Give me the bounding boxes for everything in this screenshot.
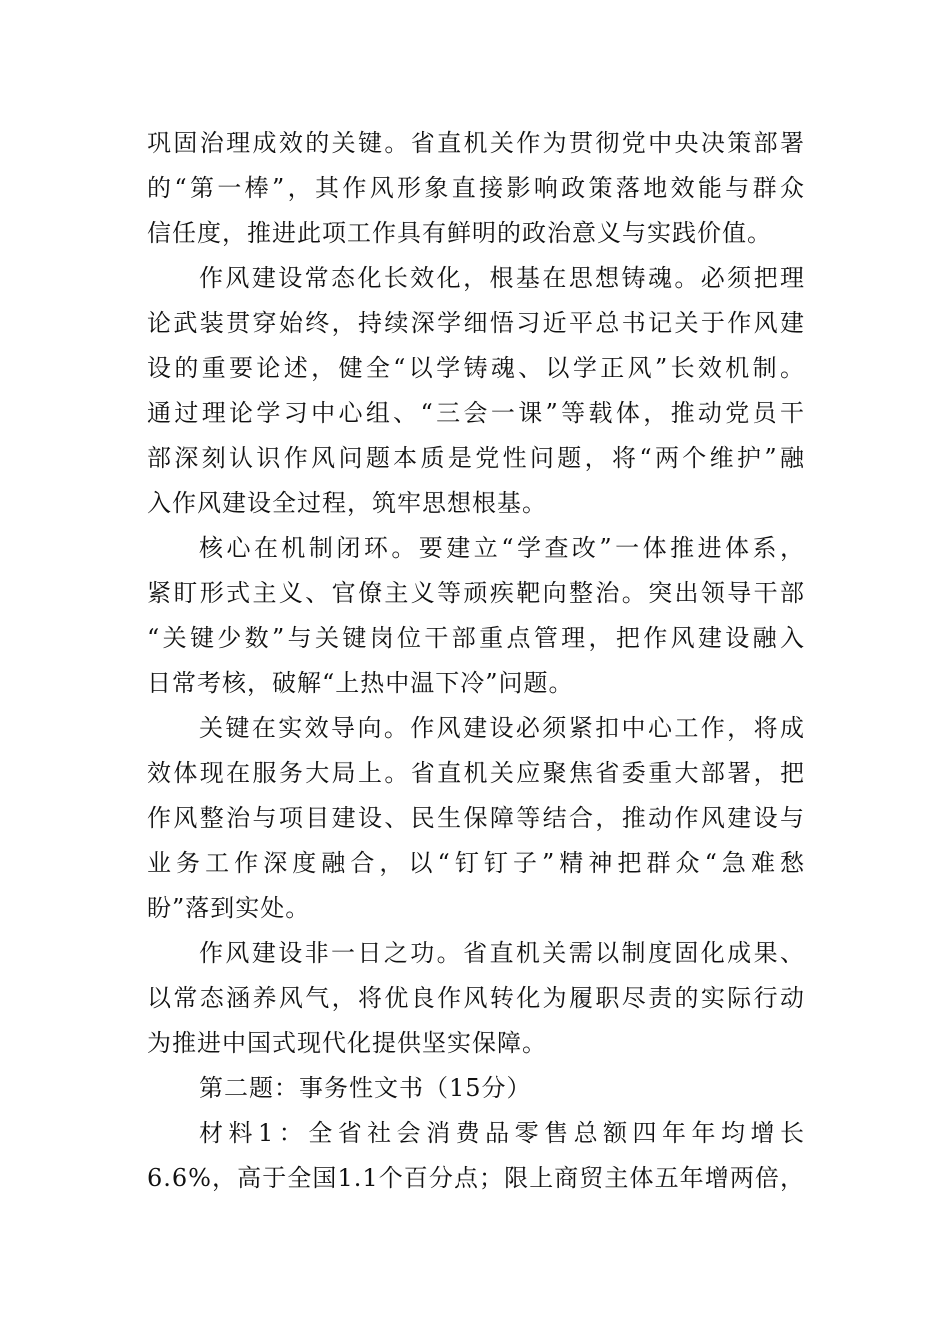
text-line: 的“第一棒”，其作风形象直接影响政策落地效能与群众: [147, 174, 805, 202]
text-line: 关键在实效导向。作风建设必须紧扣中心工作，将成: [199, 714, 805, 742]
text-line: 入作风建设全过程，筑牢思想根基。: [147, 489, 547, 517]
text-line: 效体现在服务大局上。省直机关应聚焦省委重大部署，把: [147, 759, 805, 787]
text-line: 作风建设非一日之功。省直机关需以制度固化成果、: [199, 939, 805, 967]
text-line: 业务工作深度融合，以“钉钉子”精神把群众“急难愁: [147, 849, 805, 877]
text-line: “关键少数”与关键岗位干部重点管理，把作风建设融入: [147, 624, 805, 652]
text-line: 第二题：事务性文书（15分）: [199, 1074, 532, 1102]
text-line: 作风整治与项目建设、民生保障等结合，推动作风建设与: [147, 804, 805, 832]
paragraph-material-1: [147, 1111, 805, 1201]
paragraph-1: [147, 121, 805, 256]
text-line: 信任度，推进此项工作具有鲜明的政治意义与实践价值。: [147, 219, 772, 247]
text-line: 以常态涵养风气，将优良作风转化为履职尽责的实际行动: [147, 984, 805, 1012]
text-line: 核心在机制闭环。要建立“学查改”一体推进体系，: [199, 534, 805, 562]
text-line: 论武装贯穿始终，持续深学细悟习近平总书记关于作风建: [147, 309, 805, 337]
text-line: 通过理论学习中心组、“三会一课”等载体，推动党员干: [147, 399, 805, 427]
text-line: 为推进中国式现代化提供坚实保障。: [147, 1029, 547, 1057]
text-line: 材料1：全省社会消费品零售总额四年年均增长: [199, 1119, 805, 1147]
paragraph-4: [147, 706, 805, 931]
document-body: [147, 121, 805, 1201]
text-line: 巩固治理成效的关键。省直机关作为贯彻党中央决策部署: [147, 129, 805, 157]
paragraph-5: [147, 931, 805, 1066]
text-line: 日常考核，破解“上热中温下冷”问题。: [147, 669, 574, 697]
text-line: 盼”落到实处。: [147, 894, 311, 922]
text-line: 部深刻认识作风问题本质是党性问题，将“两个维护”融: [147, 444, 805, 472]
paragraph-2: [147, 256, 805, 526]
text-line: 6.6%，高于全国1.1个百分点；限上商贸主体五年增两倍，: [147, 1164, 805, 1192]
text-line: 紧盯形式主义、官僚主义等顽疾靶向整治。突出领导干部: [147, 579, 805, 607]
text-line: 设的重要论述，健全“以学铸魂、以学正风”长效机制。: [147, 354, 805, 382]
section-heading: [147, 1066, 805, 1111]
paragraph-3: [147, 526, 805, 706]
text-line: 作风建设常态化长效化，根基在思想铸魂。必须把理: [199, 264, 805, 292]
